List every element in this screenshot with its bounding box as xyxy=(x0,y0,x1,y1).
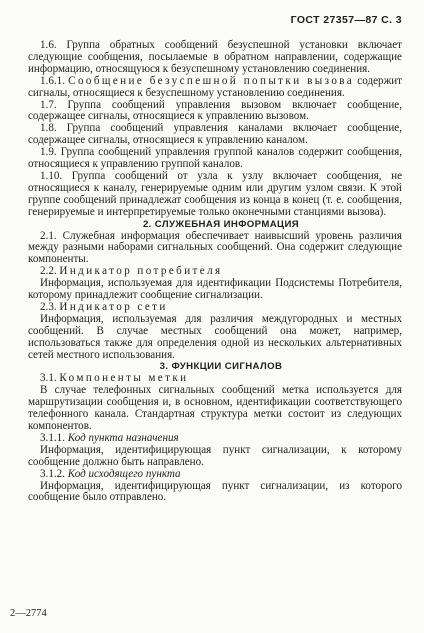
clause-number: 2.3. xyxy=(40,300,57,313)
paragraph-3-1-2-heading xyxy=(28,469,402,481)
paragraph-2-1: 2.1. Служебная информация обеспечивает наивысший уровень различия между разными наборами сигнальных сообщений. Она содержит следующие компоненты. xyxy=(28,229,402,266)
paragraph-2-2-text: Информация, используемая для идентификации Подсистемы Потребителя, которому принадлежит сообщение сигнализации. xyxy=(28,277,402,302)
clause-term: Индикатор сети xyxy=(59,300,168,313)
clause-number: 1.6.1. xyxy=(40,74,65,87)
clause-number: 3.1.2. xyxy=(40,467,65,480)
paragraph-1-6: 1.6. Группа обратных сообщений безуспешной установки включает следующие сообщения, посылаемые в обратном направлении, содержащие информацию, относящуюся к безуспешному установлению соединения. xyxy=(28,39,402,75)
paragraph-3-1-text: В случае телефонных сигнальных сообщений метка используется для маршрутизации сообщения и, в основном, идентификации соответствующего телефонного канала. Стандартная структура метки состоит из следующих компонентов. xyxy=(28,384,402,432)
paragraph-2-3-text: Информация, используемая для различия междугородных и местных сообщений. В случае местных сообщений она может, например, использоваться также для определения одной из нескольких альтернативных сетей местного использования. xyxy=(28,312,402,361)
paragraph-1-10: 1.10. Группа сообщений от узла к узлу включает сообщения, не относящиеся к каналу, генерируемые одним или другим узлом связи. К этой группе сообщений принадлежат сообщения из конца в конец (т. е. сообщения, генерируемые и интерпретируемые только оконечными станциями вызова). xyxy=(28,169,402,218)
clause-number: 2.2. xyxy=(40,265,57,278)
clause-term: Компоненты метки xyxy=(59,372,189,385)
clause-number: 3.1. xyxy=(40,372,57,385)
clause-text: содержит сигналы, относящиеся к безуспешному установлению соединения. xyxy=(28,74,403,99)
section-3-heading: 3. ФУНКЦИИ СИГНАЛОВ xyxy=(159,361,283,373)
section-2-heading: 2. СЛУЖЕБНАЯ ИНФОРМАЦИЯ xyxy=(142,218,300,230)
page-footer-signature: 2—2774 xyxy=(10,608,47,619)
page-header: ГОСТ 27357—87 С. 3 xyxy=(290,14,402,26)
clause-term: Сообщение безуспешной попытки вызова xyxy=(68,74,355,87)
paragraph-1-9: 1.9. Группа сообщений управления группой каналов содержит сообщения, относящиеся к управлению группой каналов. xyxy=(28,146,402,171)
clause-term: Код пункта назначения xyxy=(67,431,179,444)
paragraph-1-6-1 xyxy=(28,76,402,100)
paragraph-1-8: 1.8. Группа сообщений управления каналами включает сообщение, содержащее сигналы, относящиеся к управлению каналом. xyxy=(28,122,402,147)
clause-term: Код исходящего пункта xyxy=(67,467,181,480)
paragraph-3-1-2-text: Информация, идентифицирующая пункт сигнализации, из которого сообщение было отправлено. xyxy=(28,479,402,504)
clause-term: Индикатор потребителя xyxy=(59,265,223,278)
clause-number: 3.1.1. xyxy=(40,431,65,444)
paragraph-1-7: 1.7. Группа сообщений управления вызовом включает сообщение, содержащее сигналы, относящиеся к управлению вызовом. xyxy=(28,98,402,123)
document-body xyxy=(28,40,402,504)
paragraph-3-1-1-text: Информация, идентифицирующая пункт сигнализации, к которому сообщение должно быть направлено. xyxy=(28,443,402,468)
